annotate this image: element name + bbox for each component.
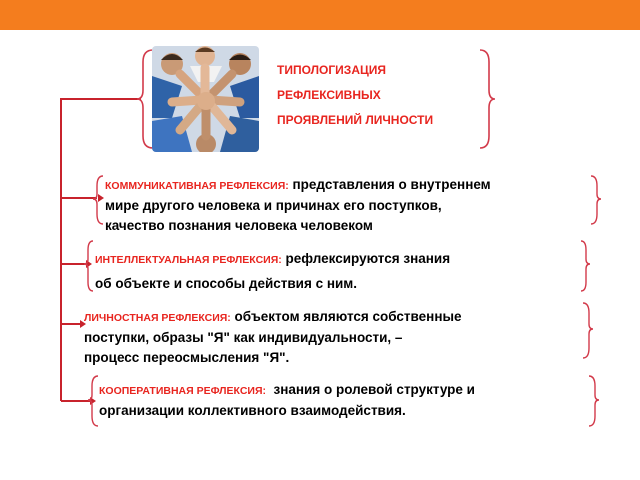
intellectual-reflection-text-2: об объекте и способы действия с ним. xyxy=(95,276,358,291)
communicative-reflection-text-1: представления о внутреннем xyxy=(288,177,491,192)
communicative-reflection-block xyxy=(105,175,583,236)
cooperative-reflection-text-1: знания о ролевой структуре и xyxy=(266,382,475,397)
personal-reflection-text-3: процесс переосмысления "Я". xyxy=(84,350,290,365)
title-line-1: ТИПОЛОГИЗАЦИЯ xyxy=(277,63,386,77)
title-line-2: РЕФЛЕКСИВНЫХ xyxy=(277,88,381,102)
intellectual-reflection-term: ИНТЕЛЛЕКТУАЛЬНАЯ РЕФЛЕКСИЯ xyxy=(95,254,279,266)
personal-reflection-block xyxy=(84,307,564,368)
communicative-reflection-term: КОММУНИКАТИВНАЯ РЕФЛЕКСИЯ: xyxy=(105,180,289,192)
item2-right-brace xyxy=(581,241,590,291)
personal-reflection-text-1: объектом являются собственные xyxy=(230,309,462,324)
cooperative-reflection-block xyxy=(99,380,579,421)
personal-reflection-term: ЛИЧНОСТНАЯ РЕФЛЕКСИЯ: xyxy=(84,312,231,324)
title-line-3: ПРОЯВЛЕНИЙ ЛИЧНОСТИ xyxy=(277,113,434,127)
item3-right-brace xyxy=(583,303,593,358)
intellectual-reflection-text-1: рефлексируются знания xyxy=(281,251,451,266)
title-left-brace xyxy=(137,50,153,148)
communicative-reflection-text-3: качество познания человека человеком xyxy=(105,218,373,233)
item1-right-brace xyxy=(591,176,601,224)
intellectual-reflection-colon: : xyxy=(278,254,282,266)
cooperative-reflection-term: КООПЕРАТИВНАЯ РЕФЛЕКСИЯ: xyxy=(99,385,266,397)
team-hands-photo xyxy=(152,46,259,152)
personal-reflection-text-2: поступки, образы "Я" как индивидуальности, – xyxy=(84,330,403,345)
diagram-title xyxy=(277,58,477,133)
communicative-reflection-text-2: мире другого человека и причинах его поступков, xyxy=(105,198,442,213)
title-right-brace xyxy=(480,50,495,148)
item4-right-brace xyxy=(589,376,599,426)
group-of-people-hands-together-icon xyxy=(152,46,259,152)
cooperative-reflection-text-2: организации коллективного взаимодействия. xyxy=(99,403,406,418)
intellectual-reflection-block xyxy=(95,247,565,296)
